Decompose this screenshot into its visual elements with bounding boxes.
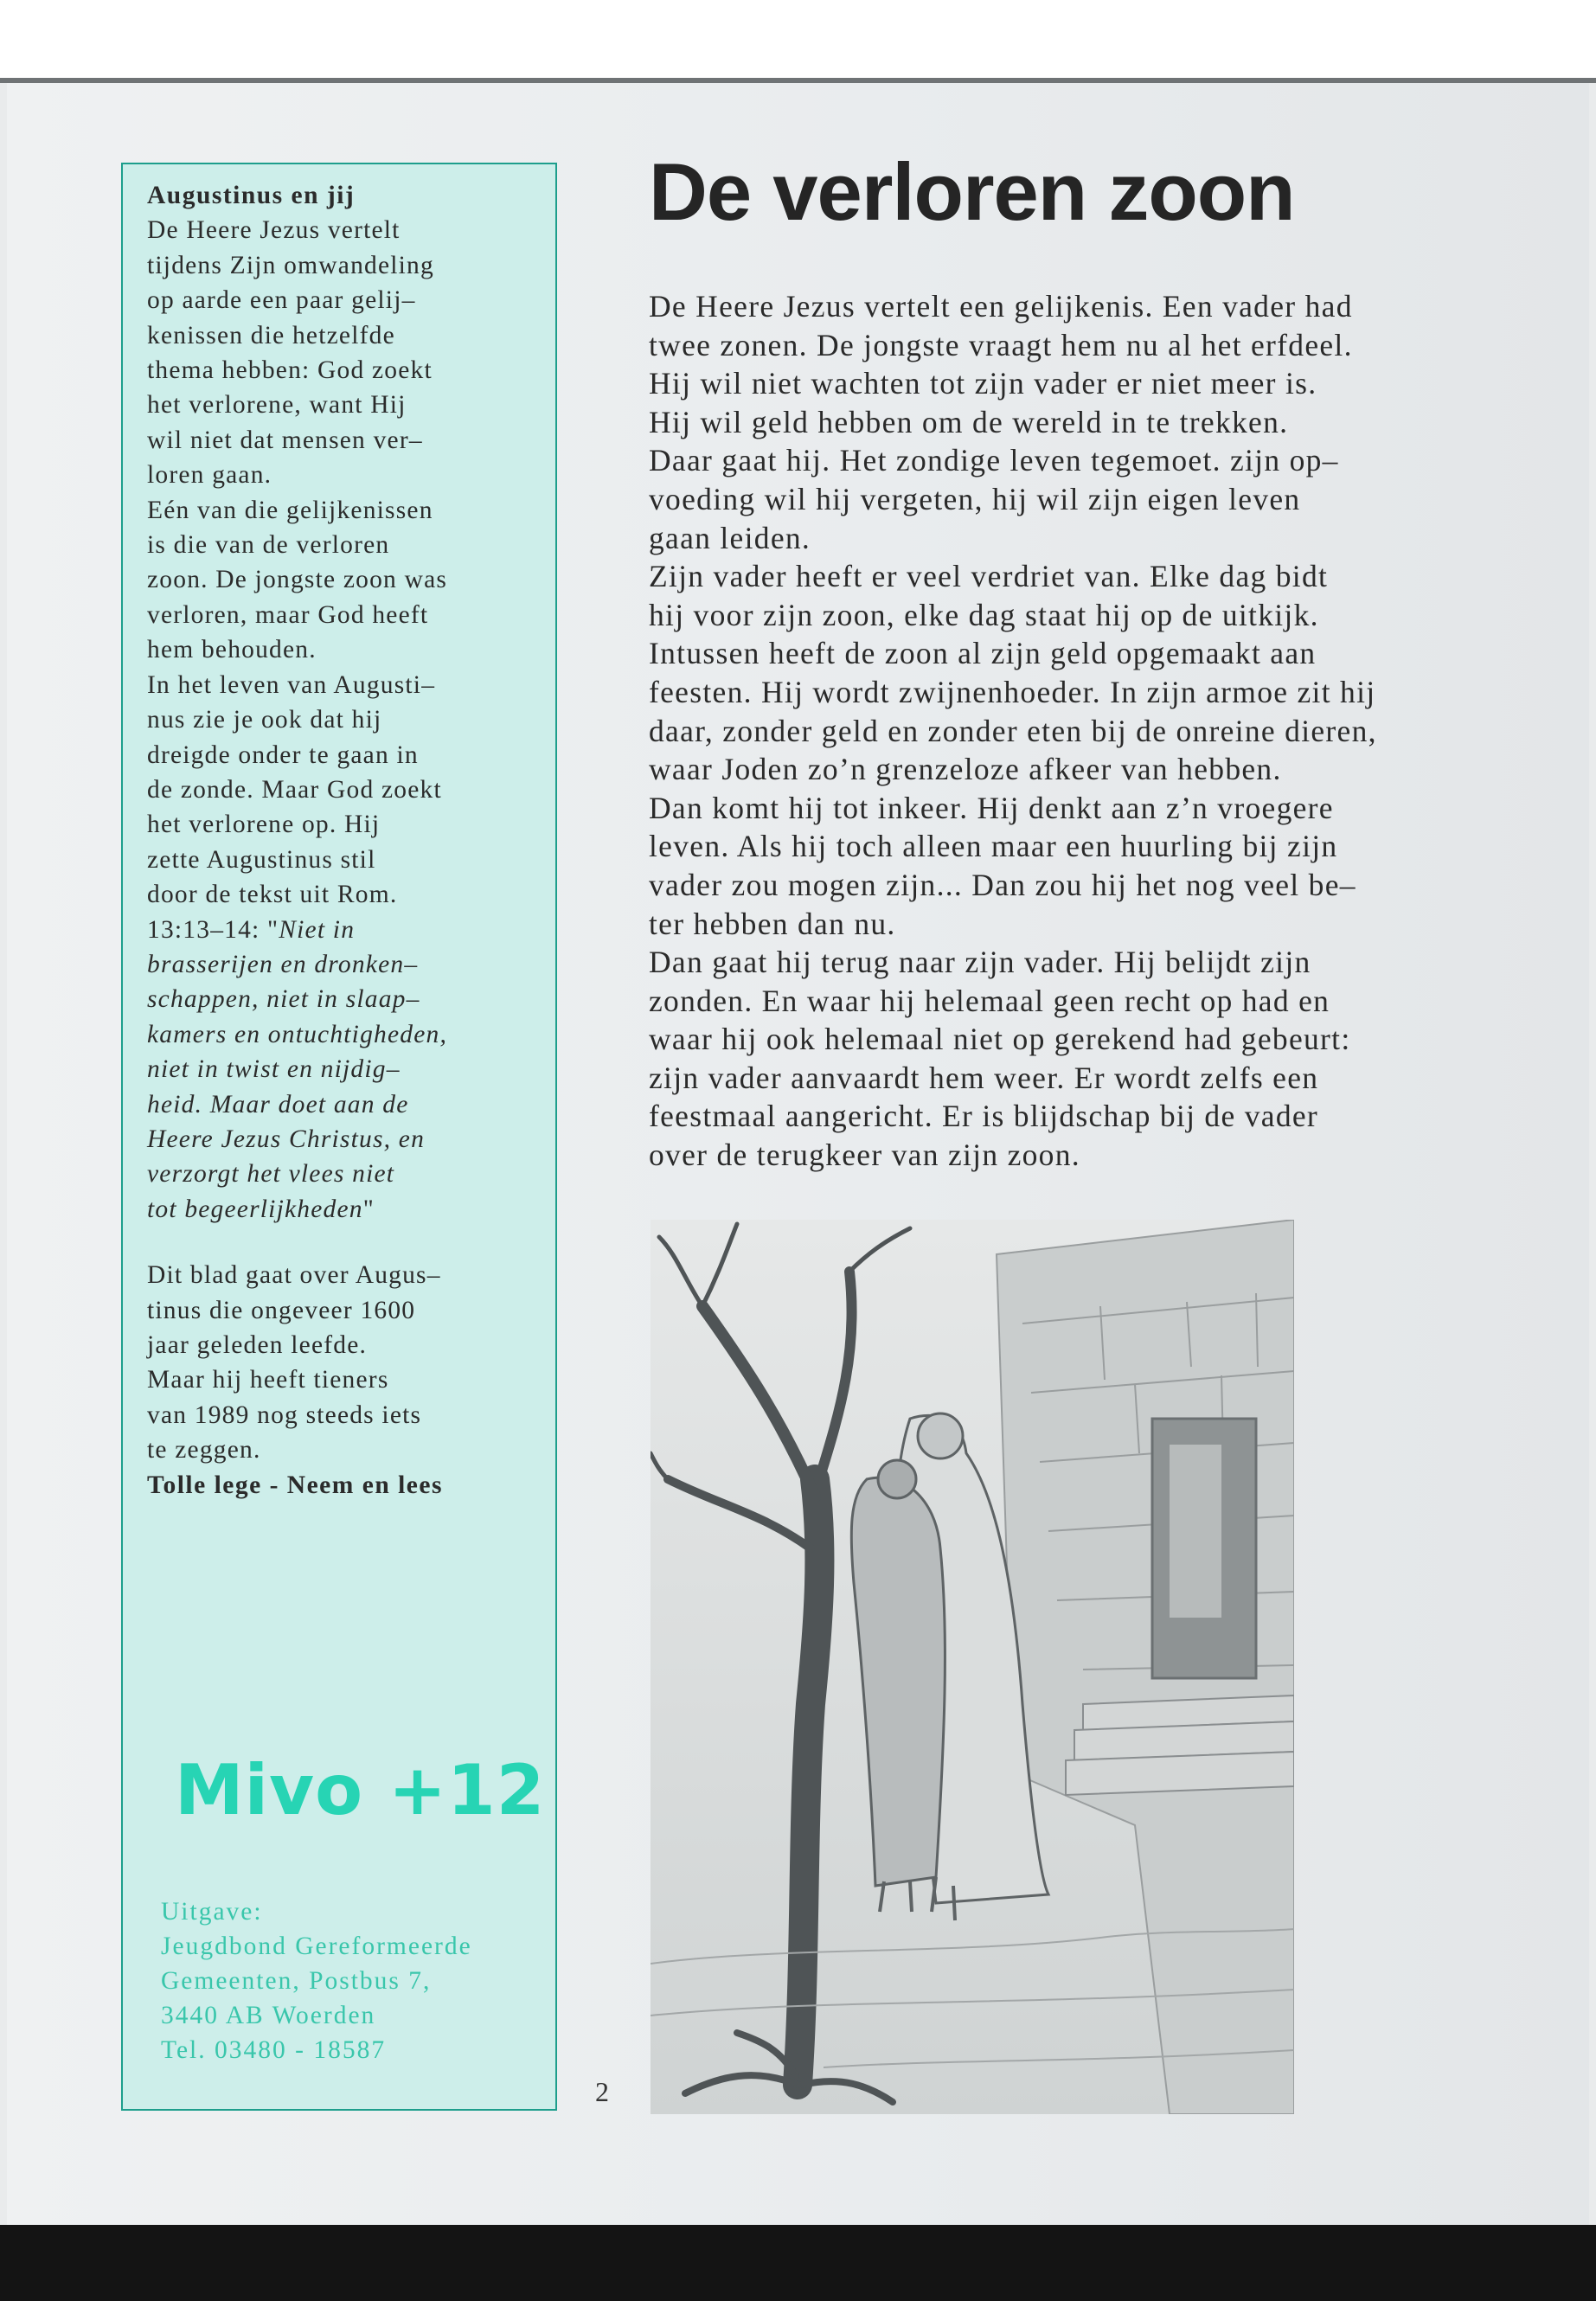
publisher-info	[161, 1894, 542, 2067]
mivo-logo: Mivo +12	[175, 1750, 546, 1830]
intro-line: de zonde. Maar God zoekt	[147, 775, 442, 804]
article-line: zonden. En waar hij helemaal geen recht op had en	[649, 983, 1330, 1018]
intro-line: door de tekst uit Rom.	[147, 881, 398, 909]
article-line: twee zonen. De jongste vraagt hem nu al het erfdeel.	[649, 327, 1353, 362]
intro-line: op aarde een paar gelij–	[147, 286, 416, 315]
article-line: Dan komt hij tot inkeer. Hij denkt aan z’n vroegere	[649, 790, 1334, 825]
scan-bottom-margin	[0, 2225, 1596, 2301]
article-line: daar, zonder geld en zonder eten bij de onreine dieren,	[649, 713, 1377, 748]
article-line: vader zou mogen zijn... Dan zou hij het nog veel be–	[649, 867, 1356, 902]
sidebar-closing	[147, 1258, 545, 1467]
quote-close: "	[362, 1195, 375, 1223]
quote-line: niet in twist en nijdig–	[147, 1055, 401, 1084]
page-number: 2	[595, 2076, 609, 2107]
intro-line: het verlorene op. Hij	[147, 811, 381, 839]
steps	[1066, 1695, 1294, 1795]
intro-line: tijdens Zijn omwandeling	[147, 251, 434, 279]
sidebar-text	[147, 178, 545, 1503]
intro-line: verloren, maar God heeft	[147, 600, 429, 629]
article-line: Daar gaat hij. Het zondige leven tegemoet. zijn op–	[649, 443, 1339, 478]
quote-line: verzorgt het vlees niet	[147, 1160, 395, 1189]
article-line: voeding wil hij vergeten, hij wil zijn eigen leven	[649, 481, 1301, 516]
prodigal-son-illustration	[651, 1220, 1294, 2114]
article-paragraph	[649, 789, 1566, 943]
publisher-line: Tel. 03480 - 18587	[161, 2036, 387, 2064]
intro-line: In het leven van Augusti–	[147, 670, 436, 699]
doorway	[1152, 1419, 1256, 1678]
intro-line: De Heere Jezus vertelt	[147, 216, 401, 245]
publisher-line: 3440 AB Woerden	[161, 2002, 376, 2029]
intro-line: thema hebben: God zoekt	[147, 356, 433, 385]
article-paragraph	[649, 557, 1566, 789]
sidebar-motto: Tolle lege - Neem en lees	[147, 1471, 443, 1499]
publisher-line: Uitgave:	[161, 1898, 263, 1926]
intro-line: Eén van die gelijkenissen	[147, 496, 433, 524]
closing-line: van 1989 nog steeds iets	[147, 1400, 422, 1429]
intro-line: het verlorene, want Hij	[147, 391, 407, 420]
quote-line: heid. Maar doet aan de	[147, 1090, 409, 1118]
article-line: ter hebben dan nu.	[649, 906, 896, 941]
intro-line: dreigde onder te gaan in	[147, 740, 419, 769]
article-paragraph	[649, 943, 1566, 1175]
intro-line: hem behouden.	[147, 636, 317, 664]
article-line: leven. Als hij toch alleen maar een huurling bij zijn	[649, 829, 1338, 864]
intro-line: wil niet dat mensen ver–	[147, 426, 423, 454]
article-line: waar Joden zo’n grenzeloze afkeer van hebben.	[649, 752, 1282, 787]
closing-line: tinus die ongeveer 1600	[147, 1296, 416, 1324]
article-line: feestmaal aangericht. Er is blijdschap bij de vader	[649, 1099, 1319, 1134]
article-line: Dan gaat hij terug naar zijn vader. Hij belijdt zijn	[649, 945, 1311, 980]
quote-line: kamers en ontuchtigheden,	[147, 1020, 448, 1048]
article-title: De verloren zoon	[649, 146, 1295, 237]
article-line: feesten. Hij wordt zwijnenhoeder. In zijn armoe zit hij	[649, 674, 1376, 709]
publisher-line: Jeugdbond Gereformeerde	[161, 1932, 472, 1960]
quote-line: Niet in	[279, 915, 356, 944]
article-line: waar hij ook helemaal niet op gerekend had gebeurt:	[649, 1022, 1351, 1057]
intro-line: zette Augustinus stil	[147, 845, 376, 874]
article-line: Zijn vader heeft er veel verdriet van. Elke dag bidt	[649, 559, 1329, 594]
intro-line: loren gaan.	[147, 461, 272, 490]
article-line: Intussen heeft de zoon al zijn geld opgemaakt aan	[649, 636, 1317, 671]
intro-line: nus zie je ook dat hij	[147, 706, 382, 734]
closing-line: jaar geleden leefde.	[147, 1331, 368, 1359]
article-line: over de terugkeer van zijn zoon.	[649, 1138, 1080, 1173]
article-line: De Heere Jezus vertelt een gelijkenis. Een vader had	[649, 289, 1353, 324]
closing-line: Dit blad gaat over Augus–	[147, 1261, 441, 1290]
publisher-line: Gemeenten, Postbus 7,	[161, 1967, 432, 1995]
article-body	[649, 287, 1566, 1175]
closing-line: te zeggen.	[147, 1436, 261, 1465]
intro-line: kenissen die hetzelfde	[147, 321, 395, 349]
article-line: gaan leiden.	[649, 520, 811, 555]
sidebar-heading: Augustinus en jij	[147, 182, 356, 209]
pencil-drawing	[651, 1220, 1294, 2114]
article-line: zijn vader aanvaardt hem weer. Er wordt zelfs een	[649, 1060, 1319, 1095]
quote-line: Heere Jezus Christus, en	[147, 1125, 426, 1153]
sidebar-box	[121, 163, 557, 2111]
article-paragraph	[649, 287, 1566, 557]
article-line: Hij wil niet wachten tot zijn vader er niet meer is.	[649, 366, 1317, 401]
closing-line: Maar hij heeft tieners	[147, 1366, 389, 1394]
intro-line: 13:13–14: "	[147, 915, 279, 944]
intro-line: is die van de verloren	[147, 531, 390, 560]
quote-line: tot begeerlijkheden	[147, 1195, 363, 1223]
quote-line: brasserijen en dronken–	[147, 950, 419, 978]
quote-line: schappen, niet in slaap–	[147, 985, 420, 1014]
intro-line: zoon. De jongste zoon was	[147, 566, 448, 594]
article-line: hij voor zijn zoon, elke dag staat hij op de uitkijk.	[649, 597, 1319, 632]
article-line: Hij wil geld hebben om de wereld in te trekken.	[649, 404, 1289, 439]
scan-top-margin	[0, 0, 1596, 80]
sidebar-intro	[147, 213, 545, 1227]
